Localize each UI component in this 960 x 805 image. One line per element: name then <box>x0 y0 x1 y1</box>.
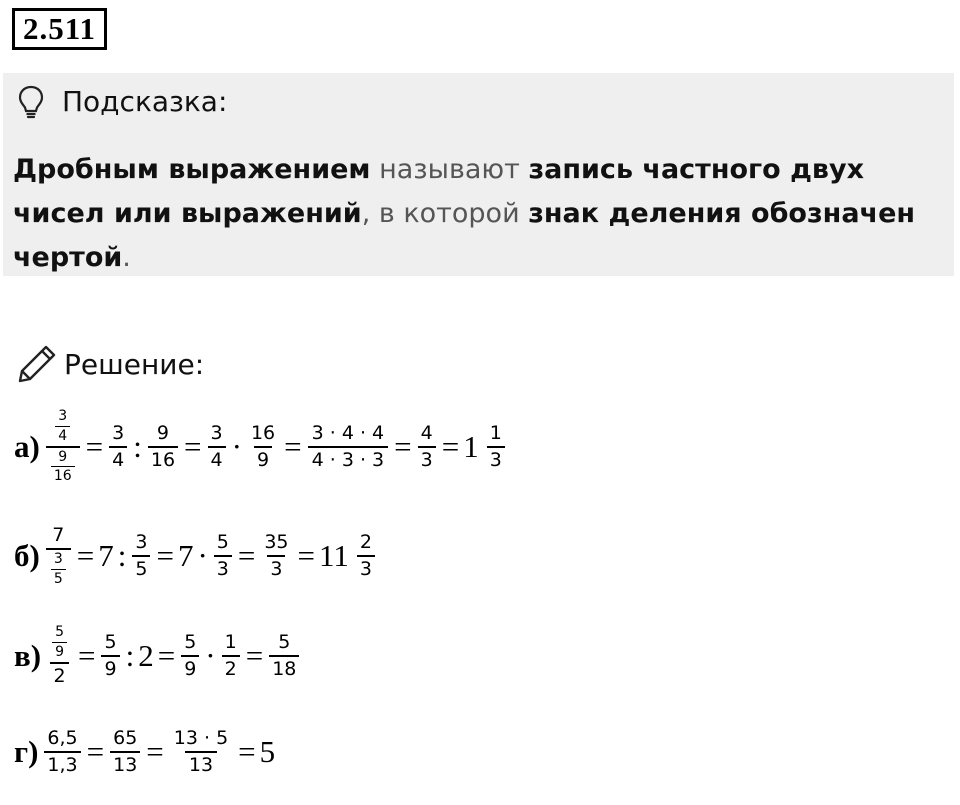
solution-line-v <box>14 624 301 687</box>
complex-fraction-a-bottom: $\frac{9}{16}$ <box>51 449 75 486</box>
equals-sign: = <box>78 637 96 673</box>
line-label-v: в) <box>14 637 42 673</box>
fraction: $\frac{4}{3}$ <box>418 422 436 472</box>
complex-fraction-b-bottom: $\frac{3}{5}$ <box>51 551 66 588</box>
division-sign: : <box>133 428 142 464</box>
equals-sign: = <box>245 637 264 673</box>
multiplication-sign: · <box>205 637 216 673</box>
solution-line-g <box>14 727 275 777</box>
fraction: $\frac{35}{3}$ <box>264 530 289 580</box>
equals-sign: = <box>284 428 302 464</box>
solution-title: Решение: <box>64 348 205 381</box>
fraction: $\frac{5}{18}$ <box>269 631 299 681</box>
equals-sign: = <box>297 537 316 573</box>
result-number: 5 <box>259 733 276 769</box>
fraction: $\frac{3}{4}$ <box>109 422 127 472</box>
number: 7 <box>98 537 114 573</box>
fraction: $\frac{2}{3}$ <box>357 531 375 581</box>
fraction: $\frac{1}{2}$ <box>222 631 240 681</box>
fraction: $\frac{5}{9}$ <box>101 631 119 681</box>
hint-definition: запись частного двух чисел или выражений <box>13 154 864 229</box>
fraction: $\frac{3 \cdot 4 \cdot 4}{4 \cdot 3 \cdot 3}$ <box>308 422 389 472</box>
hint-period: . <box>122 242 131 273</box>
hint-text <box>13 148 943 280</box>
mixed-number: 1 $\frac{1}{3}$ <box>463 422 507 472</box>
number: 7 <box>177 537 194 573</box>
solution-line-b <box>14 524 377 587</box>
mixed-number: 11 $\frac{2}{3}$ <box>319 531 377 581</box>
equals-sign: = <box>146 733 164 769</box>
line-label-g: г) <box>14 733 39 769</box>
fraction: $\frac{5}{3}$ <box>214 531 232 581</box>
equals-sign: = <box>238 733 256 769</box>
lightbulb-icon <box>16 84 46 120</box>
hint-title: Подсказка: <box>62 85 228 118</box>
pencil-icon <box>16 343 58 385</box>
complex-fraction-a-top: $\frac{3}{4}$ <box>55 408 70 445</box>
fraction: $\frac{9}{16}$ <box>148 422 178 472</box>
task-number: 2.511 <box>12 8 107 50</box>
fraction: $\frac{5}{9}$ <box>181 631 199 681</box>
equals-sign: = <box>394 428 412 464</box>
equals-sign: = <box>156 537 174 573</box>
fraction: $\frac{65}{13}$ <box>110 727 140 777</box>
equals-sign: = <box>86 733 105 769</box>
fraction: $\frac{1}{3}$ <box>487 422 505 472</box>
multiplication-sign: · <box>197 537 208 573</box>
division-sign: : <box>125 637 135 673</box>
equals-sign: = <box>85 428 104 464</box>
line-label-b: б) <box>14 537 40 573</box>
fraction: $\frac{13 \cdot 5}{13}$ <box>173 727 229 776</box>
equals-sign: = <box>76 537 95 573</box>
equals-sign: = <box>237 537 256 573</box>
hint-connector: называют <box>370 154 529 185</box>
equals-sign: = <box>157 637 176 673</box>
number: 2 <box>138 637 154 673</box>
division-sign: : <box>117 537 127 573</box>
hint-definition-2: знак деления обозначен чертой <box>13 198 916 273</box>
equals-sign: = <box>441 428 460 464</box>
line-label-a: а) <box>14 428 40 464</box>
fraction: $\frac{3}{4}$ <box>208 422 226 472</box>
complex-fraction-v: $\frac{\frac{5}{9}}{2}$ <box>47 624 72 687</box>
solution-line-a <box>14 408 507 485</box>
fraction: $\frac{3}{5}$ <box>132 531 150 581</box>
complex-fraction-b: $\frac{7}{\frac{3}{5}}$ <box>46 524 71 587</box>
multiplication-sign: · <box>231 428 242 464</box>
complex-fraction-v-top: $\frac{5}{9}$ <box>52 624 67 661</box>
hint-connector-2: , в которой <box>361 198 529 229</box>
complex-fraction-a <box>46 408 80 485</box>
fraction: $\frac{6,5}{1,3}$ <box>44 727 80 777</box>
hint-term: Дробным выражением <box>13 154 371 185</box>
equals-sign: = <box>184 428 202 464</box>
fraction: $\frac{16}{9}$ <box>250 421 276 471</box>
